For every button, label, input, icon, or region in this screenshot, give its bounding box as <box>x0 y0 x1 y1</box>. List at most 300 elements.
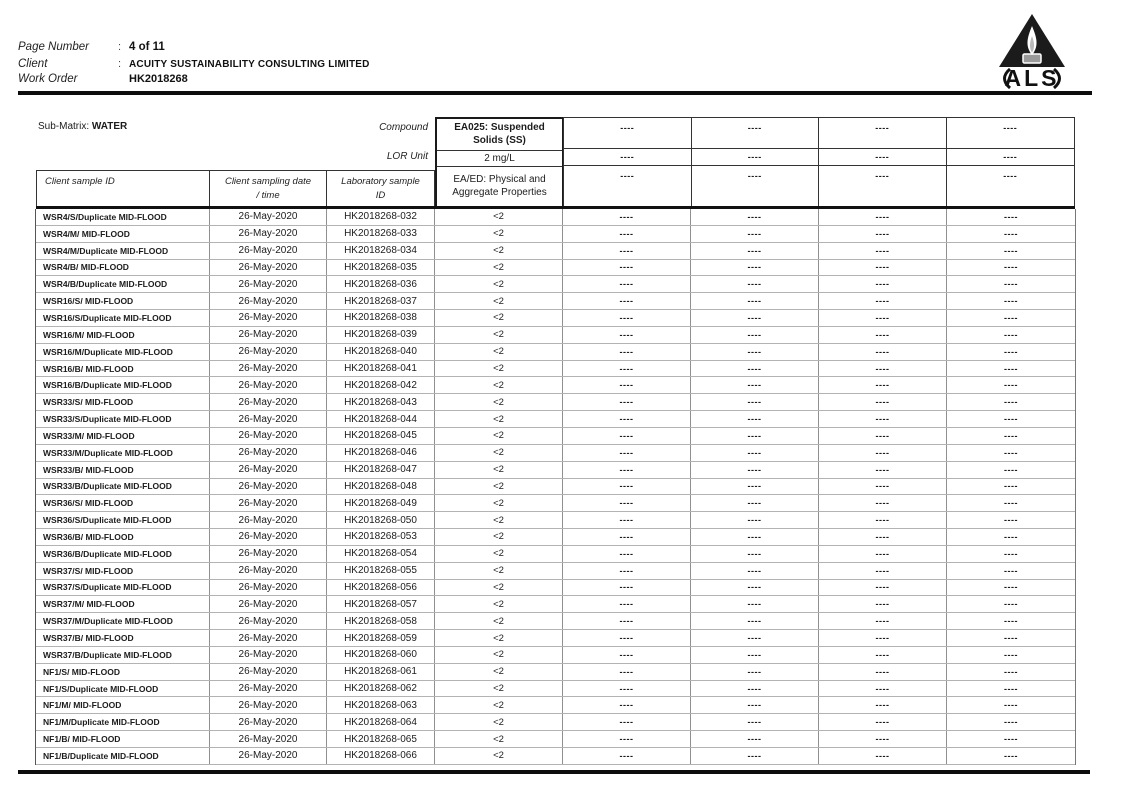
dash-cell: ---- <box>1004 548 1018 559</box>
sampling-date-cell: 26-May-2020 <box>210 361 327 377</box>
dash-cell: ---- <box>563 512 691 528</box>
sampling-date-cell: 26-May-2020 <box>210 664 327 680</box>
sampling-date-cell: 26-May-2020 <box>210 512 327 528</box>
lab-id-cell: HK2018268-054 <box>327 546 435 562</box>
col-header-lab-sample-id: Laboratory sample ID <box>341 176 420 201</box>
dash-cell: ---- <box>691 445 819 461</box>
sample-id-cell: WSR37/S/ MID-FLOOD <box>36 563 210 579</box>
dash-cell: ---- <box>691 529 819 545</box>
dash-cell: ---- <box>691 697 819 713</box>
result-cell: <2 <box>435 344 563 360</box>
dash-cell: ---- <box>691 226 819 242</box>
sample-id-cell: WSR33/S/Duplicate MID-FLOOD <box>36 411 210 427</box>
dash-cell: ---- <box>691 546 819 562</box>
sample-id-cell: WSR33/M/Duplicate MID-FLOOD <box>36 445 210 461</box>
sampling-date-cell: 26-May-2020 <box>210 260 327 276</box>
dash-cell: ---- <box>819 546 947 562</box>
dash-cell: ---- <box>563 310 691 326</box>
compound-title: EA025: Suspended Solids (SS) <box>437 119 562 151</box>
dash-cell: ---- <box>563 394 691 410</box>
dash-cell: ---- <box>819 226 947 242</box>
lab-id-cell: HK2018268-059 <box>327 630 435 646</box>
sample-id-cell: WSR33/B/ MID-FLOOD <box>36 462 210 478</box>
lab-id-cell: HK2018268-060 <box>327 647 435 663</box>
dash-cell: ---- <box>1004 700 1018 711</box>
dash-cell: ---- <box>1004 599 1018 610</box>
result-cell: <2 <box>435 310 563 326</box>
sample-rows <box>35 209 1076 765</box>
result-cell: <2 <box>435 479 563 495</box>
lab-id-cell: HK2018268-048 <box>327 479 435 495</box>
dash-cell: ---- <box>1004 397 1018 408</box>
dash-cell: ---- <box>563 664 691 680</box>
lab-id-cell: HK2018268-039 <box>327 327 435 343</box>
dash-cell: ---- <box>819 411 947 427</box>
table-row <box>36 664 1075 681</box>
dash-cell: ---- <box>691 411 819 427</box>
compound-lor-unit: 2 mg/L <box>437 151 562 167</box>
dash-cell: ---- <box>563 428 691 444</box>
lab-id-cell: HK2018268-046 <box>327 445 435 461</box>
dash-cell: ---- <box>819 445 947 461</box>
col-header-sampling-date: Client sampling date / time <box>210 171 327 208</box>
result-cell: <2 <box>435 361 563 377</box>
dash-cell: ---- <box>1004 481 1018 492</box>
sample-id-cell: NF1/M/ MID-FLOOD <box>36 697 210 713</box>
client-label: Client <box>18 58 48 70</box>
dash-cell: ---- <box>819 512 947 528</box>
sample-id-cell: WSR16/B/Duplicate MID-FLOOD <box>36 377 210 393</box>
dash-cell: ---- <box>691 276 819 292</box>
dash-cell: ---- <box>819 361 947 377</box>
sample-id-cell: WSR16/M/ MID-FLOOD <box>36 327 210 343</box>
result-cell: <2 <box>435 260 563 276</box>
sampling-date-cell: 26-May-2020 <box>210 697 327 713</box>
dash-cell: ---- <box>1004 414 1018 425</box>
table-row <box>36 596 1075 613</box>
dash-cell: ---- <box>1004 380 1018 391</box>
dash-cell: ---- <box>563 327 691 343</box>
result-cell: <2 <box>435 664 563 680</box>
dash-cell: ---- <box>819 647 947 663</box>
dash-cell: ---- <box>819 394 947 410</box>
dash-cell: ---- <box>691 394 819 410</box>
dash-cell: ---- <box>563 580 691 596</box>
empty-compound-column: ---- ---- ---- <box>692 118 820 207</box>
dash-cell: ---- <box>1004 565 1018 576</box>
dash-cell: ---- <box>819 529 947 545</box>
sample-id-cell: WSR36/S/ MID-FLOOD <box>36 495 210 511</box>
result-cell: <2 <box>435 714 563 730</box>
sampling-date-cell: 26-May-2020 <box>210 596 327 612</box>
result-cell: <2 <box>435 428 563 444</box>
dash-cell: ---- <box>691 681 819 697</box>
sampling-date-cell: 26-May-2020 <box>210 563 327 579</box>
sample-id-cell: NF1/B/Duplicate MID-FLOOD <box>36 748 210 764</box>
table-row <box>36 226 1075 243</box>
sampling-date-cell: 26-May-2020 <box>210 327 327 343</box>
table-row <box>36 647 1075 664</box>
sample-id-cell: WSR37/M/Duplicate MID-FLOOD <box>36 613 210 629</box>
dash-cell: ---- <box>819 276 947 292</box>
result-cell: <2 <box>435 327 563 343</box>
lab-id-cell: HK2018268-034 <box>327 243 435 259</box>
table-row <box>36 714 1075 731</box>
sampling-date-cell: 26-May-2020 <box>210 731 327 747</box>
sample-id-cell: WSR4/M/Duplicate MID-FLOOD <box>36 243 210 259</box>
table-row <box>36 344 1075 361</box>
dash-cell: ---- <box>819 697 947 713</box>
dash-cell: ---- <box>1004 363 1018 374</box>
dash-cell: ---- <box>1004 649 1018 660</box>
sampling-date-cell: 26-May-2020 <box>210 411 327 427</box>
sample-id-cell: WSR16/S/ MID-FLOOD <box>36 293 210 309</box>
lab-id-cell: HK2018268-044 <box>327 411 435 427</box>
lab-id-cell: HK2018268-056 <box>327 580 435 596</box>
result-cell: <2 <box>435 613 563 629</box>
sample-id-cell: WSR16/S/Duplicate MID-FLOOD <box>36 310 210 326</box>
dash-cell: ---- <box>563 714 691 730</box>
dash-cell: ---- <box>819 479 947 495</box>
lab-id-cell: HK2018268-064 <box>327 714 435 730</box>
result-cell: <2 <box>435 495 563 511</box>
lab-id-cell: HK2018268-038 <box>327 310 435 326</box>
sampling-date-cell: 26-May-2020 <box>210 647 327 663</box>
dash-cell: ---- <box>563 748 691 764</box>
result-cell: <2 <box>435 681 563 697</box>
table-row <box>36 546 1075 563</box>
dash-cell: ---- <box>1004 498 1018 509</box>
sample-id-cell: WSR37/S/Duplicate MID-FLOOD <box>36 580 210 596</box>
sampling-date-cell: 26-May-2020 <box>210 243 327 259</box>
result-cell: <2 <box>435 243 563 259</box>
sample-id-cell: WSR4/B/ MID-FLOOD <box>36 260 210 276</box>
page-number-colon: : <box>118 41 122 53</box>
dash-cell: ---- <box>819 748 947 764</box>
lab-id-cell: HK2018268-065 <box>327 731 435 747</box>
result-cell: <2 <box>435 563 563 579</box>
table-row <box>36 377 1075 394</box>
dash-cell: ---- <box>691 462 819 478</box>
dash-cell: ---- <box>563 462 691 478</box>
table-row <box>36 428 1075 445</box>
lab-id-cell: HK2018268-063 <box>327 697 435 713</box>
result-cell: <2 <box>435 377 563 393</box>
dash-cell: ---- <box>691 310 819 326</box>
dash-cell: ---- <box>563 243 691 259</box>
submatrix-label: Sub-Matrix: <box>38 121 90 132</box>
dash-cell: ---- <box>1004 582 1018 593</box>
sampling-date-cell: 26-May-2020 <box>210 580 327 596</box>
dash-cell: ---- <box>819 613 947 629</box>
lab-id-cell: HK2018268-047 <box>327 462 435 478</box>
dash-cell: ---- <box>1004 262 1018 273</box>
dash-cell: ---- <box>563 209 691 225</box>
compound-method-group: EA/ED: Physical and Aggregate Properties <box>452 174 547 198</box>
dash-cell: ---- <box>563 377 691 393</box>
result-cell: <2 <box>435 394 563 410</box>
dash-cell: ---- <box>563 563 691 579</box>
dash-cell: ---- <box>691 293 819 309</box>
dash-cell: ---- <box>819 681 947 697</box>
sampling-date-cell: 26-May-2020 <box>210 681 327 697</box>
lab-id-cell: HK2018268-045 <box>327 428 435 444</box>
table-row <box>36 310 1075 327</box>
dash-cell: ---- <box>563 361 691 377</box>
sample-id-cell: WSR4/B/Duplicate MID-FLOOD <box>36 276 210 292</box>
sample-id-cell: WSR4/M/ MID-FLOOD <box>36 226 210 242</box>
dash-cell: ---- <box>691 428 819 444</box>
result-cell: <2 <box>435 748 563 764</box>
lab-id-cell: HK2018268-055 <box>327 563 435 579</box>
dash-cell: ---- <box>819 377 947 393</box>
dash-cell: ---- <box>691 748 819 764</box>
dash-cell: ---- <box>563 445 691 461</box>
sampling-date-cell: 26-May-2020 <box>210 462 327 478</box>
submatrix-line <box>38 121 127 132</box>
dash-cell: ---- <box>563 495 691 511</box>
empty-compound-column: ---- ---- ---- <box>819 118 947 207</box>
dash-cell: ---- <box>563 344 691 360</box>
dash-cell: ---- <box>563 546 691 562</box>
table-row <box>36 394 1075 411</box>
table-row <box>36 580 1075 597</box>
work-order-value: HK2018268 <box>129 73 188 85</box>
lab-id-cell: HK2018268-037 <box>327 293 435 309</box>
dash-cell: ---- <box>819 731 947 747</box>
dash-cell: ---- <box>1004 531 1018 542</box>
result-cell: <2 <box>435 596 563 612</box>
sample-id-cell: WSR36/B/Duplicate MID-FLOOD <box>36 546 210 562</box>
dash-cell: ---- <box>563 697 691 713</box>
dash-cell: ---- <box>691 243 819 259</box>
dash-cell: ---- <box>563 596 691 612</box>
dash-cell: ---- <box>819 310 947 326</box>
dash-cell: ---- <box>819 327 947 343</box>
sample-id-cell: WSR37/B/ MID-FLOOD <box>36 630 210 646</box>
page-number-label: Page Number <box>18 41 89 53</box>
sample-id-cell: NF1/M/Duplicate MID-FLOOD <box>36 714 210 730</box>
als-logo-icon <box>990 12 1074 90</box>
sampling-date-cell: 26-May-2020 <box>210 613 327 629</box>
sampling-date-cell: 26-May-2020 <box>210 226 327 242</box>
sampling-date-cell: 26-May-2020 <box>210 344 327 360</box>
work-order-row <box>18 73 188 85</box>
empty-compound-columns <box>563 117 1075 208</box>
table-row <box>36 260 1075 277</box>
dash-cell: ---- <box>691 580 819 596</box>
dash-cell: ---- <box>1004 734 1018 745</box>
lab-id-cell: HK2018268-049 <box>327 495 435 511</box>
dash-cell: ---- <box>1004 616 1018 627</box>
result-cell: <2 <box>435 697 563 713</box>
dash-cell: ---- <box>691 495 819 511</box>
lor-unit-axis-label: LOR Unit <box>386 151 428 162</box>
table-row <box>36 209 1075 226</box>
lab-id-cell: HK2018268-040 <box>327 344 435 360</box>
dash-cell: ---- <box>691 664 819 680</box>
sample-id-cell: WSR33/B/Duplicate MID-FLOOD <box>36 479 210 495</box>
table-row <box>36 731 1075 748</box>
table-row <box>36 697 1075 714</box>
dash-cell: ---- <box>1004 296 1018 307</box>
dash-cell: ---- <box>563 260 691 276</box>
dash-cell: ---- <box>1004 279 1018 290</box>
lab-id-cell: HK2018268-032 <box>327 209 435 225</box>
lab-id-cell: HK2018268-053 <box>327 529 435 545</box>
dash-cell: ---- <box>563 276 691 292</box>
table-row <box>36 495 1075 512</box>
sampling-date-cell: 26-May-2020 <box>210 209 327 225</box>
dash-cell: ---- <box>1004 346 1018 357</box>
result-cell: <2 <box>435 276 563 292</box>
result-cell: <2 <box>435 293 563 309</box>
dash-cell: ---- <box>563 731 691 747</box>
dash-cell: ---- <box>691 596 819 612</box>
sampling-date-cell: 26-May-2020 <box>210 293 327 309</box>
page-footer-rule <box>18 770 1090 774</box>
result-cell: <2 <box>435 512 563 528</box>
lab-id-cell: HK2018268-033 <box>327 226 435 242</box>
sample-id-cell: WSR36/B/ MID-FLOOD <box>36 529 210 545</box>
client-colon: : <box>118 58 122 70</box>
dash-cell: ---- <box>819 714 947 730</box>
sampling-date-cell: 26-May-2020 <box>210 748 327 764</box>
sampling-date-cell: 26-May-2020 <box>210 428 327 444</box>
dash-cell: ---- <box>1004 515 1018 526</box>
dash-cell: ---- <box>1004 464 1018 475</box>
result-cell: <2 <box>435 630 563 646</box>
submatrix-value: WATER <box>91 121 128 132</box>
sampling-date-cell: 26-May-2020 <box>210 445 327 461</box>
dash-cell: ---- <box>1004 211 1018 222</box>
table-row <box>36 411 1075 428</box>
dash-cell: ---- <box>1004 717 1018 728</box>
dash-cell: ---- <box>691 714 819 730</box>
sampling-date-cell: 26-May-2020 <box>210 276 327 292</box>
dash-cell: ---- <box>691 512 819 528</box>
dash-cell: ---- <box>563 529 691 545</box>
dash-cell: ---- <box>691 344 819 360</box>
dash-cell: ---- <box>563 411 691 427</box>
table-row <box>36 276 1075 293</box>
table-row <box>36 243 1075 260</box>
lab-id-cell: HK2018268-043 <box>327 394 435 410</box>
table-row <box>36 361 1075 378</box>
table-row <box>36 293 1075 310</box>
dash-cell: ---- <box>1004 228 1018 239</box>
dash-cell: ---- <box>819 293 947 309</box>
lab-id-cell: HK2018268-042 <box>327 377 435 393</box>
dash-cell: ---- <box>563 226 691 242</box>
lab-id-cell: HK2018268-041 <box>327 361 435 377</box>
dash-cell: ---- <box>819 260 947 276</box>
dash-cell: ---- <box>1004 447 1018 458</box>
dash-cell: ---- <box>819 344 947 360</box>
dash-cell: ---- <box>563 630 691 646</box>
table-row <box>36 445 1075 462</box>
dash-cell: ---- <box>819 495 947 511</box>
dash-cell: ---- <box>691 377 819 393</box>
result-cell: <2 <box>435 226 563 242</box>
compound-header-box <box>435 117 564 208</box>
dash-cell: ---- <box>819 209 947 225</box>
page-number-value: 4 of 11 <box>129 41 165 53</box>
sample-id-cell: NF1/S/Duplicate MID-FLOOD <box>36 681 210 697</box>
dash-cell: ---- <box>819 243 947 259</box>
result-cell: <2 <box>435 529 563 545</box>
dash-cell: ---- <box>691 327 819 343</box>
sample-columns-header <box>36 170 435 208</box>
table-row <box>36 512 1075 529</box>
sampling-date-cell: 26-May-2020 <box>210 630 327 646</box>
table-row <box>36 630 1075 647</box>
lab-id-cell: HK2018268-062 <box>327 681 435 697</box>
result-cell: <2 <box>435 411 563 427</box>
dash-cell: ---- <box>819 596 947 612</box>
sample-id-cell: WSR33/S/ MID-FLOOD <box>36 394 210 410</box>
dash-cell: ---- <box>691 563 819 579</box>
lab-id-cell: HK2018268-050 <box>327 512 435 528</box>
sampling-date-cell: 26-May-2020 <box>210 714 327 730</box>
sampling-date-cell: 26-May-2020 <box>210 310 327 326</box>
dash-cell: ---- <box>563 479 691 495</box>
dash-cell: ---- <box>691 731 819 747</box>
lab-id-cell: HK2018268-057 <box>327 596 435 612</box>
lab-id-cell: HK2018268-036 <box>327 276 435 292</box>
sampling-date-cell: 26-May-2020 <box>210 394 327 410</box>
sample-id-cell: WSR37/B/Duplicate MID-FLOOD <box>36 647 210 663</box>
sampling-date-cell: 26-May-2020 <box>210 495 327 511</box>
dash-cell: ---- <box>1004 750 1018 761</box>
result-cell: <2 <box>435 209 563 225</box>
dash-cell: ---- <box>563 681 691 697</box>
dash-cell: ---- <box>563 293 691 309</box>
logo-text: ALS <box>1004 65 1060 90</box>
sampling-date-cell: 26-May-2020 <box>210 479 327 495</box>
dash-cell: ---- <box>819 580 947 596</box>
table-row <box>36 462 1075 479</box>
lab-id-cell: HK2018268-066 <box>327 748 435 764</box>
client-row <box>18 58 370 70</box>
dash-cell: ---- <box>563 613 691 629</box>
logo-burner <box>1023 54 1041 63</box>
dash-cell: ---- <box>691 260 819 276</box>
dash-cell: ---- <box>1004 312 1018 323</box>
dash-cell: ---- <box>819 563 947 579</box>
dash-cell: ---- <box>1004 245 1018 256</box>
lab-id-cell: HK2018268-061 <box>327 664 435 680</box>
dash-cell: ---- <box>819 630 947 646</box>
table-row <box>36 479 1075 496</box>
dash-cell: ---- <box>691 361 819 377</box>
work-order-label: Work Order <box>18 73 78 85</box>
table-row <box>36 681 1075 698</box>
dash-cell: ---- <box>819 428 947 444</box>
compound-axis-label: Compound <box>379 122 428 133</box>
result-cell: <2 <box>435 580 563 596</box>
header-divider <box>18 91 1092 95</box>
client-value: ACUITY SUSTAINABILITY CONSULTING LIMITED <box>129 59 370 70</box>
sampling-date-cell: 26-May-2020 <box>210 529 327 545</box>
sample-id-cell: WSR33/M/ MID-FLOOD <box>36 428 210 444</box>
dash-cell: ---- <box>1004 666 1018 677</box>
empty-compound-column: ---- ---- ---- <box>564 118 692 207</box>
result-cell: <2 <box>435 462 563 478</box>
col-header-client-sample-id: Client sample ID <box>37 171 210 208</box>
sample-id-cell: WSR36/S/Duplicate MID-FLOOD <box>36 512 210 528</box>
table-row <box>36 748 1075 765</box>
